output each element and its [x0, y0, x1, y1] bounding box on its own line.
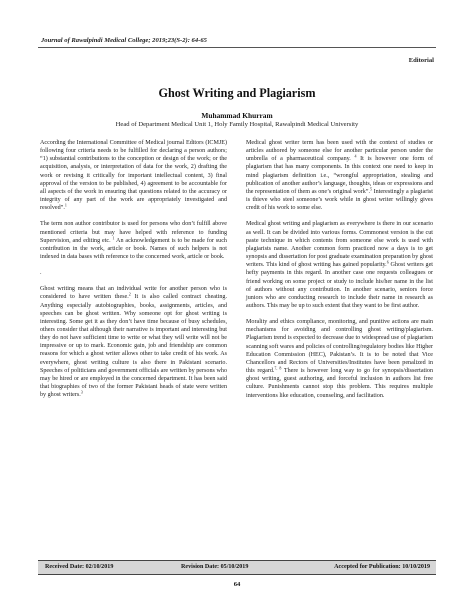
- stray-mark: .: [40, 270, 42, 277]
- paragraph-text: An acknowledgement is to be made for such contribution in the work, article or book. Names of such helpers is not indexed in data bases with reference to the concerned work, article or book.: [40, 237, 227, 261]
- paragraph: [246, 220, 433, 310]
- journal-header: Journal of Rawalpindi Medical College; 2019;23(S-2): 64-65: [41, 37, 207, 44]
- paragraph-text: Medical ghost writer term has been used with the context of studies or articles authored by someone else for another particular person under the umbrella of a pharmaceutical company.: [246, 140, 433, 163]
- accepted-date: Accepted for Publication: 10/10/2019: [334, 564, 430, 570]
- section-label: Editorial: [408, 57, 434, 64]
- article-title: Ghost Writing and Plagiarism: [158, 86, 316, 100]
- paragraph-text: Interestingly a plagiarist is thieve who steel someone’s work while in ghost writer willingly gives credit of his work to some else.: [246, 188, 433, 212]
- author-affiliation: Head of Department Medical Unit 1, Holy Family Hospital, Rawalpindi Medical University: [115, 121, 359, 128]
- paragraph-text: It is also called contract cheating. Anything especially autobiographies, books, assignments, articles, and speeches can be ghost written. Why someone opt for ghost writing is interesting. Some get it as they don’t have time because of busy schedules, others consider that although their narrative is important and interesting but they do not have sufficient time to write or what they will write will not be impressive or up to mark. Economic gain, job and friendship are common reasons for which a ghost writer allows other to take credit of his work. As everywhere, ghost writing culture is also there in Pakistani scenario. Speeches of politicians and government officials are written by persons who may be hired or are employed in the concerned department. It has been said that biographies of two of the former Pakistani heads of state were written by ghost writers.: [40, 294, 227, 399]
- paragraph-text: It is however one form of plagiarism that has many components. In this context one need to keep in mind plagiarism definition i.e., “wrongful appropriation, stealing and publication of another author’s language, thoughts, ideas or expressions and the representation of them as one’s original work”.: [246, 156, 433, 195]
- paragraph: [40, 220, 227, 261]
- reference-marker: 5: [370, 186, 373, 192]
- revision-date: Revision Date: 05/10/2019: [181, 564, 249, 570]
- received-date: Received Date: 02/10/2019: [45, 564, 114, 570]
- reference-marker: 3: [80, 389, 83, 395]
- header-rule: [38, 47, 436, 48]
- paragraph-text: Medical ghost writing and plagiarism as everywhere is there in our scenario as well. It can be divided into various forms. Commonest version is the cut paste technique in which contents from someone else work is used with plagiarists name. Another common form practiced now a days is to get synopsis and dissertation for post graduate examination preparation by ghost writers. This kind of ghost writing has gained popularity.: [246, 221, 434, 269]
- publication-dates-bar: [38, 560, 436, 575]
- paragraph: [246, 318, 433, 400]
- author-name: Muhammad Khurram: [201, 111, 273, 120]
- reference-marker: 1: [64, 202, 67, 208]
- body-column-right: [246, 139, 433, 408]
- reference-marker: 7, 8: [274, 365, 282, 371]
- paragraph-text: There is however long way to go for synopsis/dissertation ghost writing, guest authoring, and forceful inclusion in authors list free culture. Punishments cannot stop this problem. This requires multiple interventions like education, counseling, and facilitation.: [246, 368, 434, 399]
- paragraph: [40, 285, 227, 399]
- paragraph-text: According the International Committee of Medical journal Editors (ICMJE) following four criteria needs to be fulfilled for declaring a person authors; “1) substantial contributions to the conception or design of the work; or the acquisition, analysis, or interpretation of data for the work, 2) drafting the work or revising it critically for important intellectual content, 3) final approval of the version to be published, 4) agreement to be accountable for all aspects of the work in ensuring that questions related to the accuracy or integrity of any part of the work are appropriately investigated and resolved”.: [40, 140, 227, 212]
- reference-marker: 4: [354, 153, 357, 159]
- page-number: 64: [233, 581, 241, 588]
- paragraph: [246, 139, 433, 212]
- paragraph-text: Ghost writers get hefty payments in this regard. In another case one requests colleagues or friend working on some project or study to include his/her name in the list of authors without any contribution. In another scenario, seniors force juniors who are conducting research to include their name in research as authors. This may be up to such extent that they want to be first author.: [246, 262, 433, 309]
- reference-marker: 1: [112, 235, 115, 241]
- reference-marker: 2: [128, 291, 131, 297]
- body-column-left: [40, 139, 227, 407]
- paragraph-text: The term non author contributor is used for persons who don’t fulfill above mentioned criteria but may have helped with reference to funding Supervision, and editing etc.: [40, 221, 227, 244]
- paragraph-text: Ghost writing means that an individual write for another person who is considered to have written these.: [40, 286, 227, 301]
- reference-marker: 6: [386, 259, 389, 265]
- paragraph-text: Morality and ethics compliance, monitoring, and punitive actions are main mechanisms for avoiding and controlling ghost writing/plagiarism. Plagiarism trend is expected to decrease due to widespread use of plagiarism scanning soft wares and policies of controlling/regulatory bodies like Higher Education Commission (HEC), Pakistan’s. It is to be noted that Vice Chancellors and Rectors of Universities/Institutes have been penalized in this regard.: [246, 319, 433, 375]
- paragraph: [40, 139, 227, 212]
